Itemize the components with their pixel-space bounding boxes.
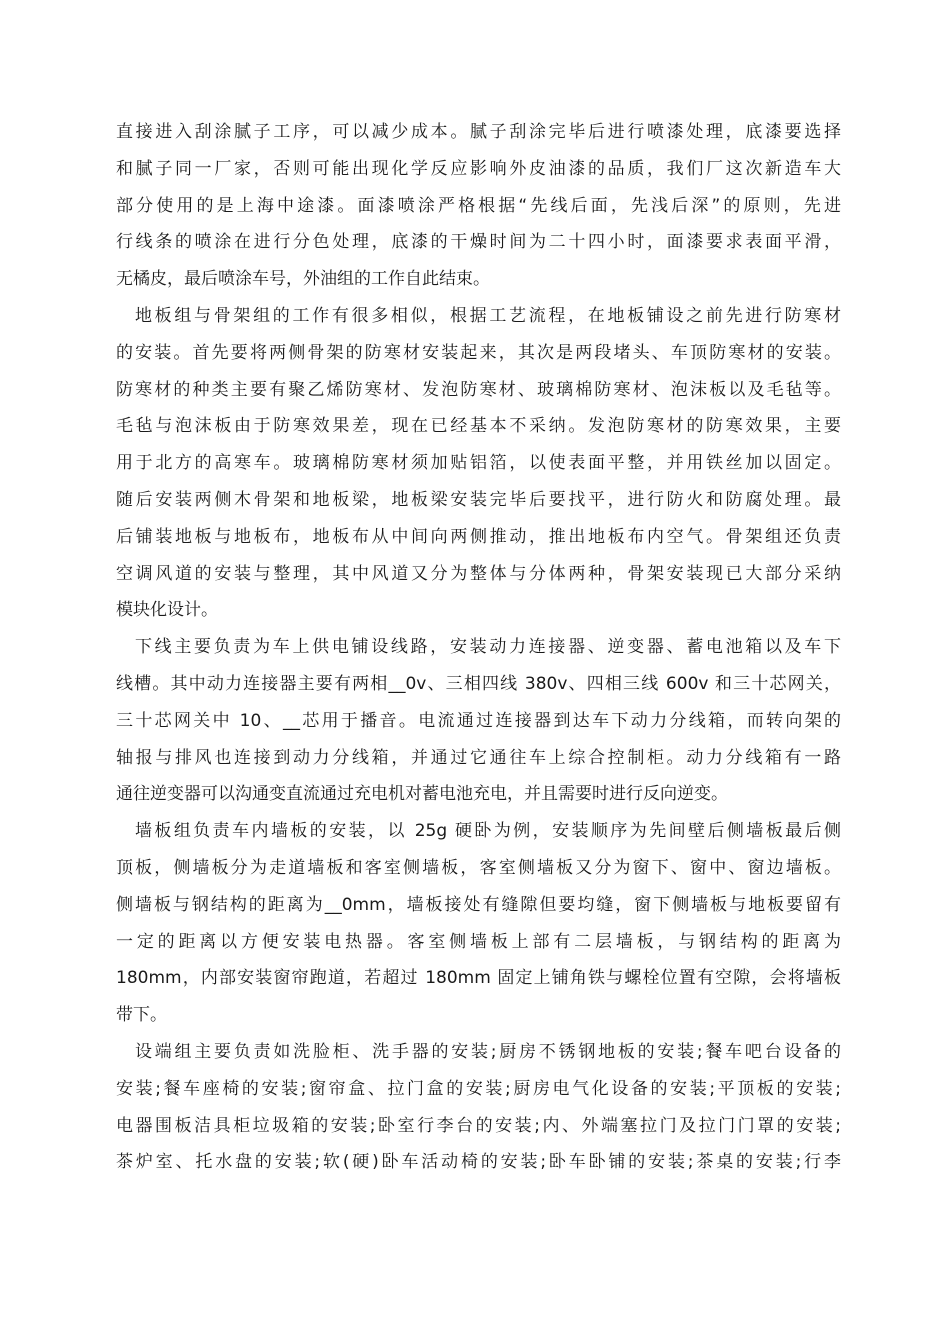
text-line: 随后安装两侧木骨架和地板梁，地板梁安装完毕后要找平，进行防火和防腐处理。最: [116, 489, 841, 510]
paragraph-wall-panel: [116, 813, 841, 1034]
text-line: 三十芯网关中 10、__芯用于播音。电流通过连接器到达车下动力分线箱，而转向架的: [116, 710, 841, 731]
text-line: 侧墙板与钢结构的距离为__0mm，墙板接处有缝隙但要均缝，窗下侧墙板与地板要留有: [116, 894, 841, 915]
text-line: 设端组主要负责如洗脸柜、洗手器的安装;厨房不锈钢地板的安装;餐车吧台设备的: [135, 1041, 841, 1062]
text-line: 毛毡与泡沫板由于防寒效果差，现在已经基本不采纳。发泡防寒材的防寒效果，主要: [116, 416, 841, 437]
text-line: 部分使用的是上海中途漆。面漆喷涂严格根据“先线后面，先浅后深”的原则，先进: [116, 195, 841, 216]
text-line: 180mm，内部安装窗帘跑道，若超过 180mm 固定上铺角铁与螺栓位置有空隙，会将墙板: [116, 968, 841, 989]
text-line: 茶炉室、托水盘的安装;软(硬)卧车活动椅的安装;卧车卧铺的安装;茶桌的安装;行李: [116, 1152, 841, 1173]
paragraph-paint: [116, 114, 841, 298]
text-line: 的安装。首先要将两侧骨架的防寒材安装起来，其次是两段堵头、车顶防寒材的安装。: [116, 342, 841, 363]
text-line: 模块化设计。: [116, 600, 218, 621]
text-line: 和腻子同一厂家，否则可能出现化学反应影响外皮油漆的品质，我们厂这次新造车大: [116, 158, 841, 179]
text-line: 下线主要负责为车上供电铺设线路，安装动力连接器、逆变器、蓄电池箱以及车下: [135, 637, 841, 658]
text-line: 直接进入刮涂腻子工序，可以减少成本。腻子刮涂完毕后进行喷漆处理，底漆要选择: [116, 122, 841, 142]
text-line: 墙板组负责车内墙板的安装，以 25g 硬卧为例，安装顺序为先间壁后侧墙板最后侧: [135, 821, 841, 842]
text-line: 用于北方的高寒车。玻璃棉防寒材须加贴铝箔，以使表面平整，并用铁丝加以固定。: [116, 453, 841, 474]
paragraph-wiring: [116, 629, 841, 813]
text-line: 空调风道的安装与整理，其中风道又分为整体与分体两种，骨架安装现已大部分采纳: [116, 563, 841, 584]
text-line: 通往逆变器可以沟通变直流通过充电机对蓄电池充电，并且需要时进行反向逆变。: [116, 784, 728, 805]
text-line: 地板组与骨架组的工作有很多相似，根据工艺流程，在地板铺设之前先进行防寒材: [135, 305, 841, 326]
text-line: 一定的距离以方便安装电热器。客室侧墙板上部有二层墙板，与钢结构的距离为: [116, 931, 841, 952]
text-line: 后铺装地板与地板布，地板布从中间向两侧推动，推出地板布内空气。骨架组还负责: [116, 526, 841, 547]
document-body: [116, 114, 841, 1181]
text-line: 无橘皮，最后喷涂车号，外油组的工作自此结束。: [116, 269, 490, 290]
text-line: 防寒材的种类主要有聚乙烯防寒材、发泡防寒材、玻璃棉防寒材、泡沫板以及毛毡等。: [116, 379, 841, 400]
text-line: 带下。: [116, 1005, 167, 1026]
text-line: 电器围板洁具柜垃圾箱的安装;卧室行李台的安装;内、外端塞拉门及拉门门罩的安装;: [116, 1115, 841, 1136]
text-line: 顶板，侧墙板分为走道墙板和客室侧墙板，客室侧墙板又分为窗下、窗中、窗边墙板。: [116, 857, 841, 878]
paragraph-floor-frame: [116, 298, 841, 629]
text-line: 线槽。其中动力连接器主要有两相__0v、三相四线 380v、四相三线 600v 和三十芯网关，: [116, 673, 841, 694]
text-line: 安装;餐车座椅的安装;窗帘盒、拉门盒的安装;厨房电气化设备的安装;平顶板的安装;: [116, 1078, 841, 1099]
text-line: 轴报与排风也连接到动力分线箱，并通过它通往车上综合控制柜。动力分线箱有一路: [116, 747, 841, 768]
text-line: 行线条的喷涂在进行分色处理，底漆的干燥时间为二十四小时，面漆要求表面平滑，: [116, 232, 841, 253]
paragraph-fittings: [116, 1034, 841, 1181]
